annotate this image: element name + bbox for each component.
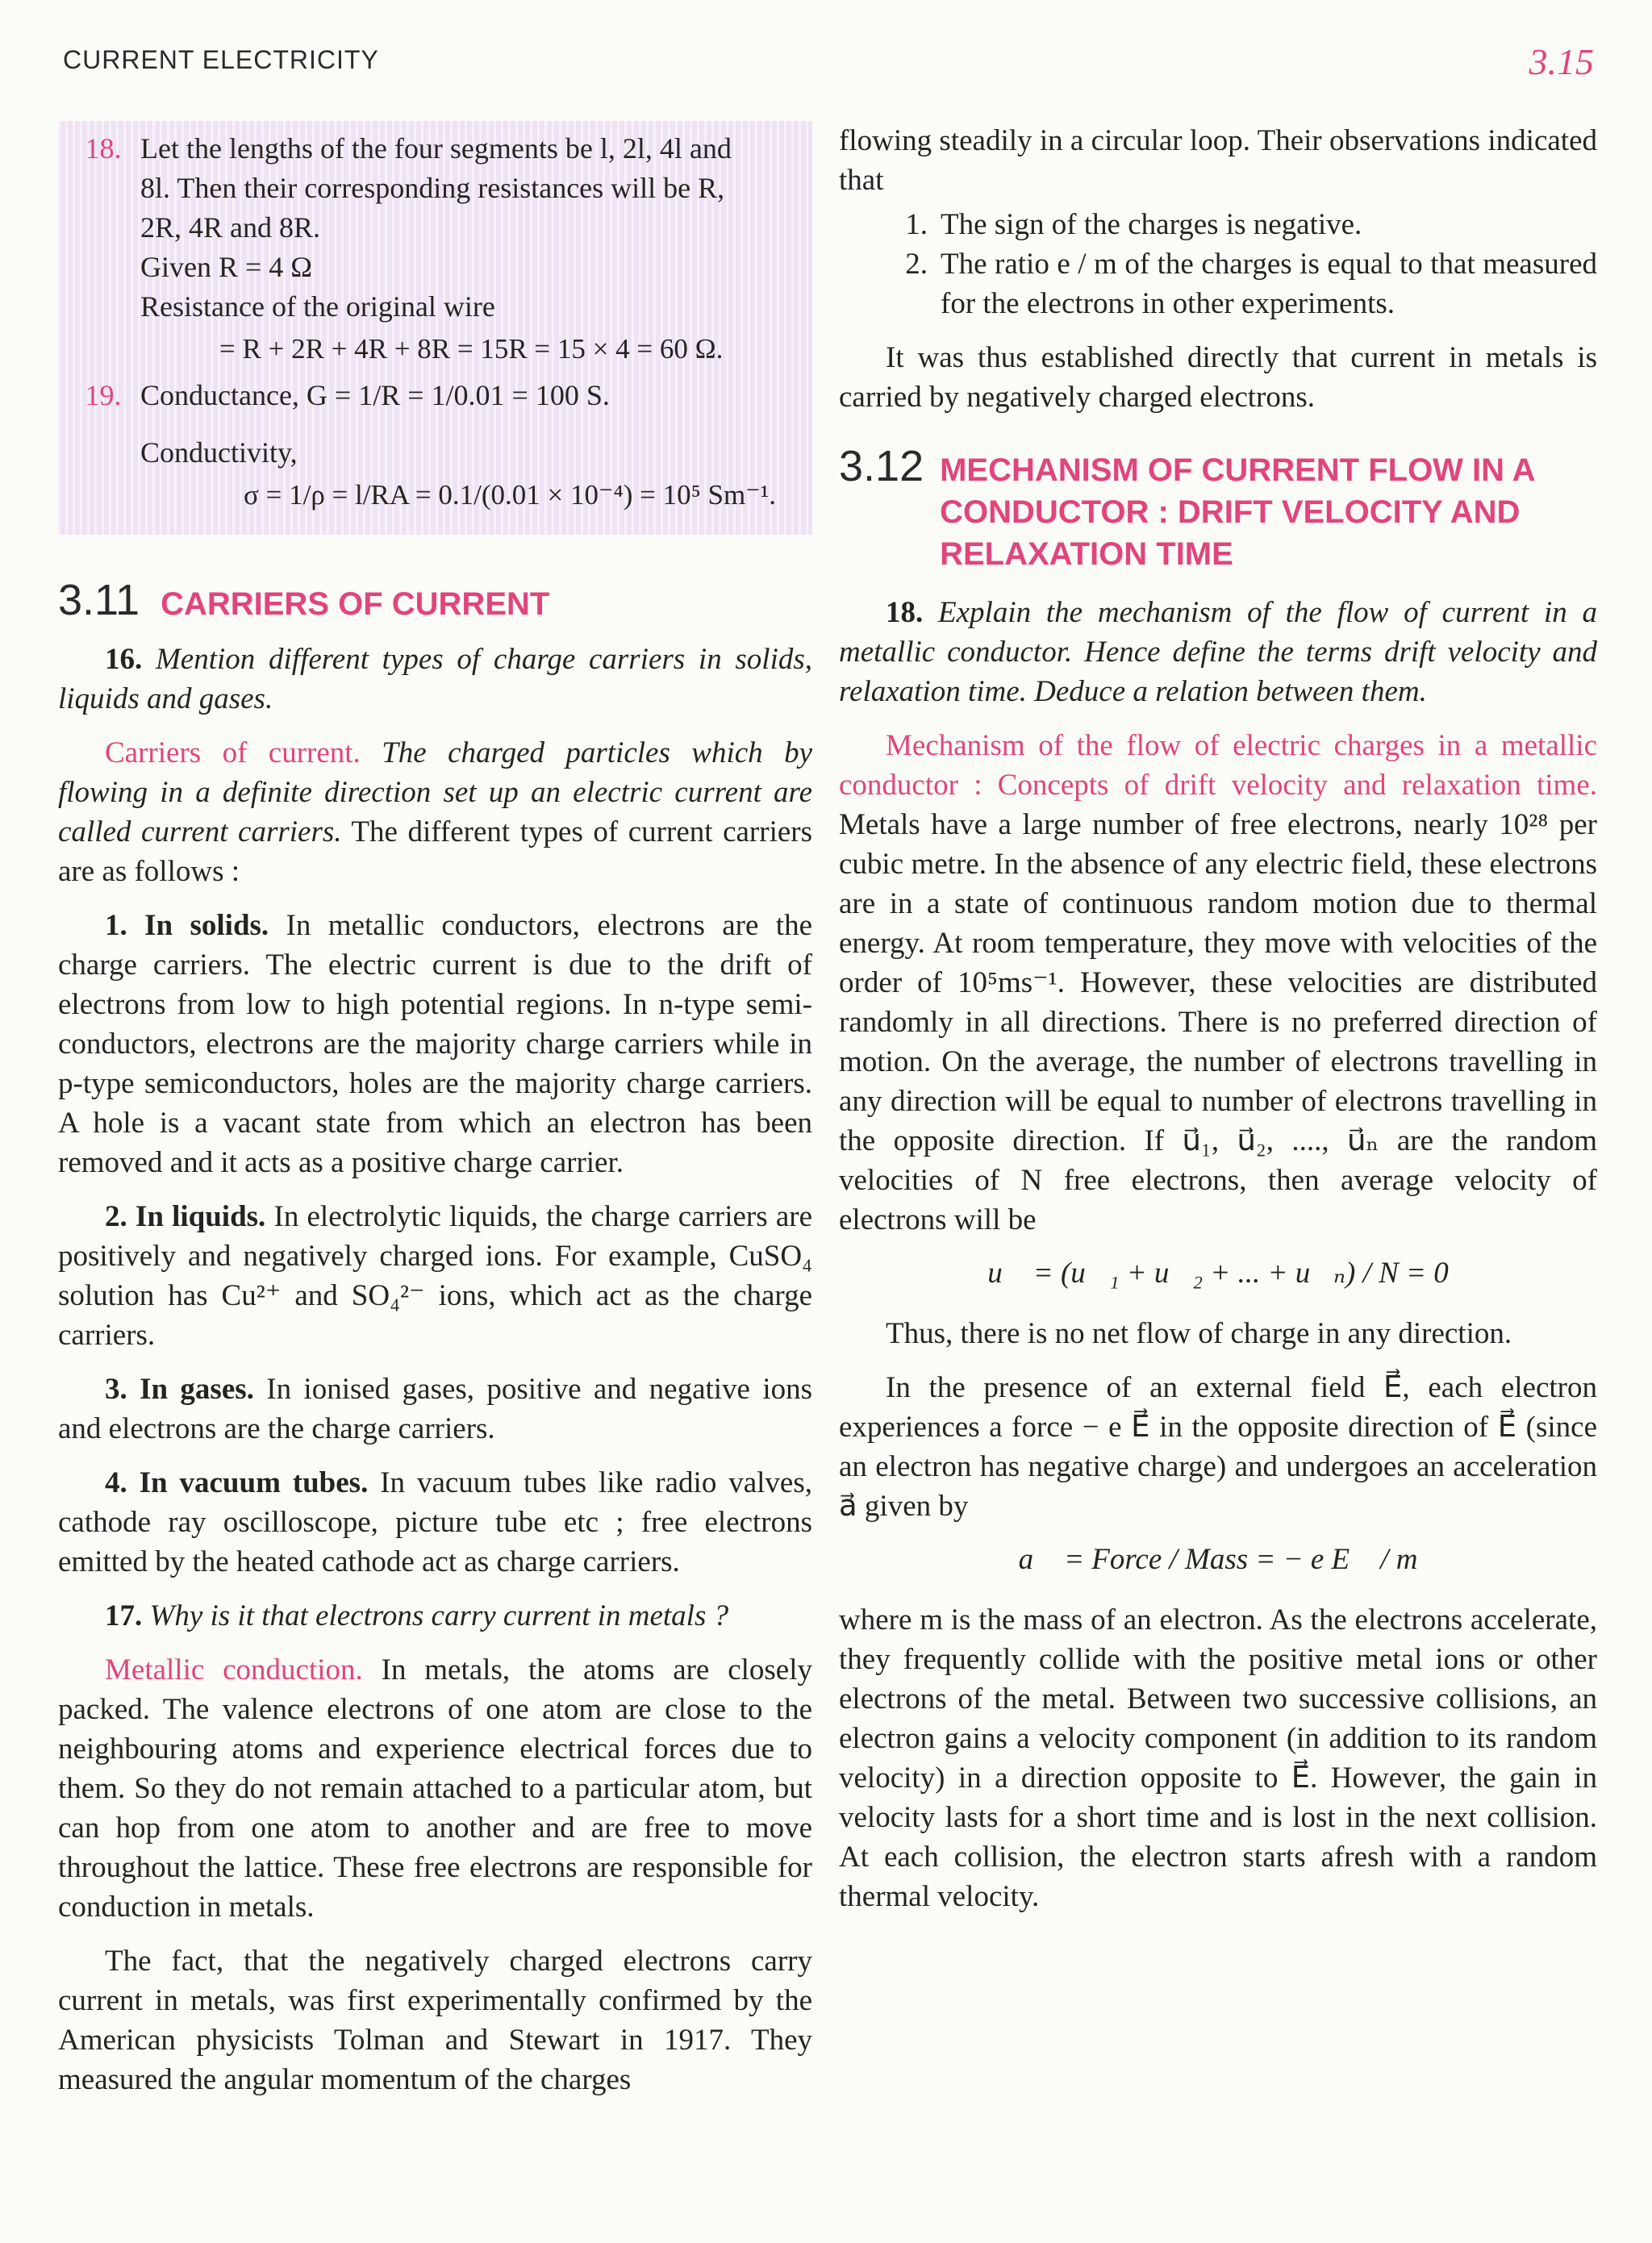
solution-text: 8l. Then their corresponding resistances will be R, bbox=[140, 172, 725, 204]
average-velocity-equation: u⃗ = (u⃗₁ + u⃗₂ + ... + u⃗ₙ) / N = 0 bbox=[987, 1257, 1449, 1290]
established-paragraph: It was thus established directly that current in metals is carried by negatively charged electrons. bbox=[839, 341, 1597, 414]
left-column bbox=[58, 121, 812, 2099]
page-number: 3.15 bbox=[1529, 41, 1594, 82]
solution-text: Given R = 4 Ω bbox=[140, 251, 313, 283]
carriers-paragraph: Carriers of current. The charged particles which by flowing in a definite direction set up an electric current are called current carriers. The different types of current carriers are as follows : bbox=[58, 736, 812, 888]
solution-box bbox=[58, 121, 812, 535]
list-item: 1. The sign of the charges is negative. bbox=[905, 208, 1362, 241]
pink-heading: Carriers of current. bbox=[105, 736, 361, 769]
solution-equation: σ = 1/ρ = l/RA = 0.1/(0.01 × 10⁻⁴) = 10⁵ Sm⁻¹. bbox=[244, 479, 776, 511]
metallic-conduction-paragraph: Metallic conduction. In metals, the atoms are closely packed. The valence electrons of one atom are close to the neighbouring atoms and experience electrical forces due to them. So they do not remain attached to a particular atom, but can hop from one atom to another and are free to move throughout the lattice. These free electrons are responsible for conduction in metals. bbox=[58, 1653, 812, 1924]
mechanism-paragraph: Mechanism of the flow of electric charges in a metallic conductor : Concepts of drift velocity and relaxation time. Metals have a large number of free electrons, nearly 10²⁸ per cubic metre. In the absence of any electric field, these electrons are in a state of continuous random motion due to thermal energy. At room temperature, they move with velocities of the order of 10⁵ms⁻¹. However, these velocities are distributed randomly in all directions. There is no preferred direction of motion. On the average, the number of electrons travelling in any direction will be equal to number of electrons travelling in the opposite direction. If u⃗₁, u⃗₂, ...., u⃗ₙ are the random velocities of N free electrons, then average velocity of electrons will be bbox=[839, 729, 1597, 1236]
solution-number: 18. bbox=[85, 132, 122, 165]
question-18: 18. Explain the mechanism of the flow of current in a metallic conductor. Hence define the terms drift velocity and relaxation time. Deduce a relation between them. bbox=[839, 596, 1598, 708]
tolman-paragraph: The fact, that the negatively charged electrons carry current in metals, was first experimentally confirmed by the American physicists Tolman and Stewart in 1917. They measured the angular momentum of the charges bbox=[58, 1945, 812, 2096]
continued-paragraph: flowing steadily in a circular loop. Their observations indicated that bbox=[839, 124, 1597, 197]
solution-text: Let the lengths of the four segments be l, 2l, 4l and bbox=[140, 132, 732, 165]
solution-number: 19. bbox=[85, 379, 122, 411]
section-heading bbox=[839, 441, 1597, 575]
gases-paragraph: 3. In gases. In ionised gases, positive and negative ions and electrons are the charge carriers. bbox=[58, 1373, 813, 1445]
liquids-paragraph: 2. In liquids. In electrolytic liquids, the charge carriers are positively and negatively charged ions. For example, CuSO₄ solution has Cu²⁺ and SO₄²⁻ ions, which act as the charge carriers. bbox=[58, 1200, 813, 1352]
solution-equation: = R + 2R + 4R + 8R = 15R = 15 × 4 = 60 Ω. bbox=[219, 333, 724, 365]
solution-18 bbox=[66, 129, 801, 169]
section-number: 3.11 bbox=[58, 576, 140, 624]
question-17: 17. Why is it that electrons carry current in metals ? bbox=[105, 1599, 729, 1632]
no-net-flow-paragraph: Thus, there is no net flow of charge in any direction. bbox=[886, 1317, 1512, 1350]
external-field-paragraph: In the presence of an external field E⃗, each electron experiences a force − e E⃗ in the opposite direction of E⃗ (since an electron has negative charge) and undergoes an acceleration a⃗ given by bbox=[839, 1371, 1597, 1523]
list-item: 2. The ratio e / m of the charges is equal to that measured for the electrons in other experiments. bbox=[905, 248, 1597, 320]
solution-19 bbox=[66, 376, 801, 415]
vacuum-paragraph: 4. In vacuum tubes. In vacuum tubes like radio valves, cathode ray oscilloscope, picture tube etc ; free electrons emitted by the heated cathode act as charge carriers. bbox=[58, 1466, 812, 1578]
solution-text: 2R, 4R and 8R. bbox=[140, 211, 321, 244]
pink-heading: Metallic conduction. bbox=[105, 1653, 363, 1686]
acceleration-equation: a⃗ = Force / Mass = − e E⃗ / m bbox=[1018, 1543, 1418, 1576]
running-head: CURRENT ELECTRICITY bbox=[63, 45, 379, 74]
section-number: 3.12 bbox=[839, 442, 924, 490]
pink-heading: Mechanism of the flow of electric charges in a metallic conductor : Concepts of drift velocity and relaxation time. bbox=[839, 729, 1597, 802]
collisions-paragraph: where m is the mass of an electron. As the electrons accelerate, they frequently collide with the positive metal ions or other electrons of the metal. Between two successive collisions, an electron gains a velocity component (in addition to its random velocity) in a direction opposite to E⃗. However, the gain in velocity lasts for a short time and is lost in the next collision. At each collision, the electron starts afresh with a random thermal velocity. bbox=[839, 1603, 1597, 1913]
solution-text: Conductance, G = 1/R = 1/0.01 = 100 S. bbox=[140, 379, 610, 411]
solution-text: Conductivity, bbox=[140, 436, 298, 469]
solution-text: Resistance of the original wire bbox=[140, 290, 495, 323]
right-column bbox=[839, 121, 1597, 1916]
question-16: 16. Mention different types of charge carriers in solids, liquids and gases. bbox=[58, 643, 813, 715]
section-heading bbox=[58, 575, 812, 625]
section-title: MECHANISM OF CURRENT FLOW IN A CONDUCTOR : DRIFT VELOCITY AND RELAXATION TIME bbox=[940, 452, 1535, 572]
solids-paragraph: 1. In solids. In metallic conductors, electrons are the charge carriers. The electric current is due to the drift of electrons from low to high potential regions. In n-type semi-conductors, electrons are the majority charge carriers while in p-type semiconductors, holes are the majority charge carriers. A hole is a vacant state from which an electron has been removed and it acts as a positive charge carrier. bbox=[58, 909, 812, 1179]
section-title: CARRIERS OF CURRENT bbox=[161, 586, 550, 622]
